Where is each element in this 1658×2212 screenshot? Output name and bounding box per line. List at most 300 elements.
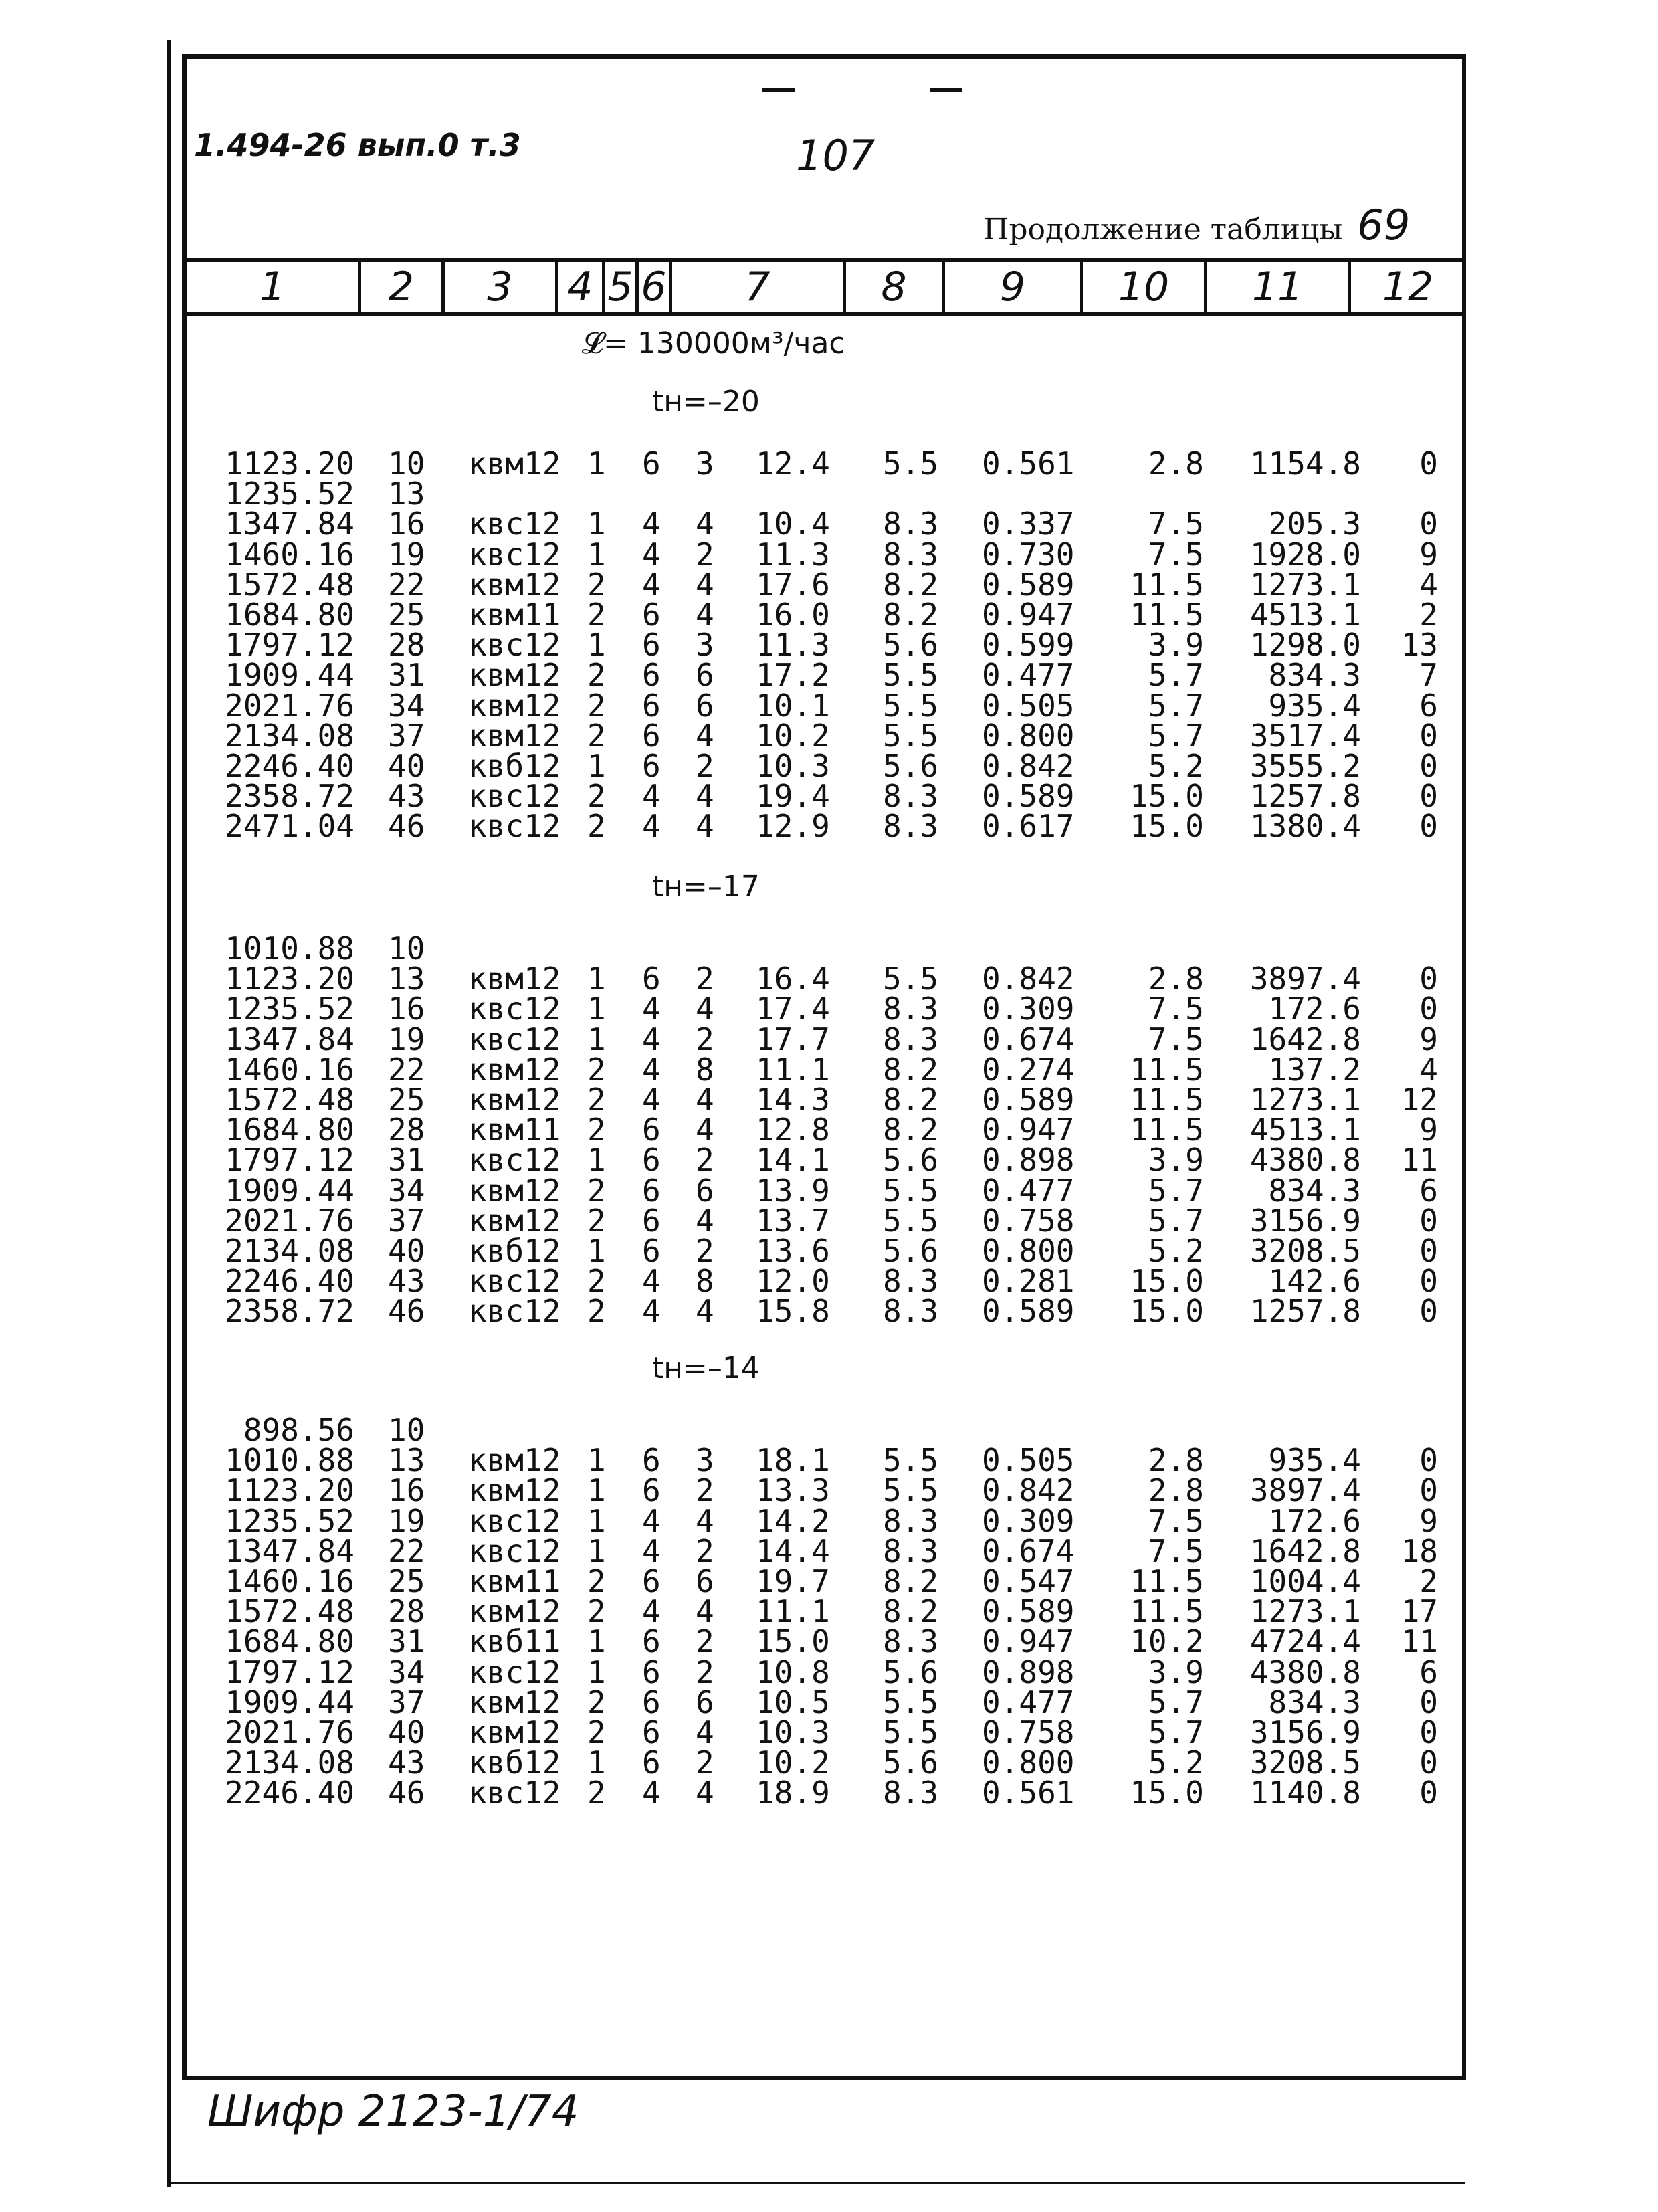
cell-col-7: 15.0 — [756, 1623, 830, 1660]
cell-col-11: 1257.8 — [1249, 1293, 1361, 1330]
cell-col-1: 1572.48 — [225, 1593, 354, 1630]
cell-col-5: 6 — [642, 1442, 661, 1479]
cell-col-5: 6 — [642, 1623, 661, 1660]
cell-col-8: 8.3 — [883, 1502, 939, 1539]
cell-col-1: 1684.80 — [225, 597, 354, 633]
cell-col-10: 3.9 — [1148, 627, 1204, 664]
cell-col-3: квм11 — [468, 1563, 561, 1599]
cell-col-1: 1460.16 — [225, 536, 354, 573]
cell-col-9: 0.758 — [982, 1714, 1075, 1750]
cell-col-2: 19 — [388, 536, 425, 573]
cell-col-2: 28 — [388, 1112, 425, 1148]
cell-col-3: квс12 — [468, 778, 561, 815]
cell-col-3: квс12 — [468, 627, 561, 664]
cell-col-10: 5.7 — [1148, 1172, 1204, 1209]
table-row — [0, 1502, 1658, 1539]
cell-col-8: 8.2 — [883, 566, 939, 603]
cell-col-7: 17.4 — [756, 991, 830, 1027]
cell-col-5: 6 — [642, 657, 661, 694]
cell-col-3: квб12 — [468, 1744, 561, 1781]
cell-col-10: 15.0 — [1130, 1775, 1204, 1811]
cell-col-10: 5.2 — [1148, 1744, 1204, 1781]
table-row — [0, 1775, 1658, 1811]
cell-col-8: 5.5 — [883, 445, 939, 482]
cell-col-6: 6 — [696, 657, 714, 694]
cell-col-3: квм12 — [468, 961, 561, 997]
cell-col-1: 2358.72 — [225, 778, 354, 815]
cell-col-6: 4 — [696, 1502, 714, 1539]
cell-col-2: 37 — [388, 1684, 425, 1720]
table-row — [0, 657, 1658, 694]
cell-col-10: 2.8 — [1148, 445, 1204, 482]
table-row — [0, 627, 1658, 664]
table-row — [0, 1684, 1658, 1720]
cell-col-10: 2.8 — [1148, 1442, 1204, 1479]
cell-col-4: 2 — [587, 1775, 606, 1811]
cell-col-9: 0.337 — [982, 506, 1075, 542]
cell-col-11: 3208.5 — [1249, 1233, 1361, 1269]
cell-col-2: 25 — [388, 1563, 425, 1599]
cell-col-4: 2 — [587, 657, 606, 694]
cell-col-5: 4 — [642, 778, 661, 815]
cell-col-4: 2 — [587, 597, 606, 633]
cell-col-4: 1 — [587, 748, 606, 784]
cell-col-6: 4 — [696, 778, 714, 815]
cell-col-6: 8 — [696, 1263, 714, 1300]
cell-col-3: квб12 — [468, 748, 561, 784]
cell-col-2: 40 — [388, 1714, 425, 1750]
cell-col-4: 2 — [587, 1112, 606, 1148]
cell-col-11: 4380.8 — [1249, 1653, 1361, 1690]
cell-col-9: 0.589 — [982, 778, 1075, 815]
cell-col-1: 1909.44 — [225, 1172, 354, 1209]
cell-col-2: 10 — [388, 445, 425, 482]
cell-col-10: 7.5 — [1148, 536, 1204, 573]
cell-col-11: 172.6 — [1268, 1502, 1361, 1539]
cell-col-4: 1 — [587, 1653, 606, 1690]
cell-col-6: 4 — [696, 1293, 714, 1330]
table-row — [0, 506, 1658, 542]
cell-col-1: 1235.52 — [225, 991, 354, 1027]
cell-col-11: 3156.9 — [1249, 1714, 1361, 1750]
cell-col-3: квм12 — [468, 1082, 561, 1118]
cell-col-8: 5.5 — [883, 657, 939, 694]
cell-col-12: 6 — [1419, 1653, 1438, 1690]
cell-col-3: квм12 — [468, 1684, 561, 1720]
cell-col-11: 1273.1 — [1249, 1082, 1361, 1118]
cell-col-2: 43 — [388, 1263, 425, 1300]
cell-col-7: 10.4 — [756, 506, 830, 542]
cell-col-7: 11.3 — [756, 536, 830, 573]
cell-col-8: 5.5 — [883, 1172, 939, 1209]
cell-col-12: 4 — [1419, 566, 1438, 603]
cell-col-1: 2246.40 — [225, 748, 354, 784]
cell-col-11: 3156.9 — [1249, 1202, 1361, 1239]
cell-col-8: 5.6 — [883, 1653, 939, 1690]
cell-col-7: 11.1 — [756, 1593, 830, 1630]
table-number: 69 — [1357, 201, 1411, 249]
column-header-9: 9 — [945, 262, 1083, 312]
cell-col-7: 14.2 — [756, 1502, 830, 1539]
table-row — [0, 1744, 1658, 1781]
top-dash-left — [762, 88, 795, 92]
cell-col-4: 1 — [587, 1744, 606, 1781]
cell-col-1: 1347.84 — [225, 506, 354, 542]
cell-col-8: 8.3 — [883, 536, 939, 573]
cell-col-8: 5.5 — [883, 1684, 939, 1720]
cell-col-6: 4 — [696, 1714, 714, 1750]
cell-col-7: 12.8 — [756, 1112, 830, 1148]
column-header-4: 4 — [558, 262, 605, 312]
cell-col-9: 0.477 — [982, 1684, 1075, 1720]
cell-col-7: 10.2 — [756, 717, 830, 754]
cell-col-3: квм12 — [468, 445, 561, 482]
cell-col-1: 1797.12 — [225, 627, 354, 664]
cell-col-6: 4 — [696, 597, 714, 633]
cell-col-9: 0.281 — [982, 1263, 1075, 1300]
cell-col-2: 40 — [388, 748, 425, 784]
cell-col-5: 6 — [642, 627, 661, 664]
cell-col-9: 0.800 — [982, 1233, 1075, 1269]
cell-col-8: 5.5 — [883, 687, 939, 724]
cell-col-4: 1 — [587, 1442, 606, 1479]
table-row — [0, 1172, 1658, 1209]
cell-col-2: 13 — [388, 1442, 425, 1479]
cell-col-2: 46 — [388, 808, 425, 845]
cell-col-12: 17 — [1401, 1593, 1438, 1630]
cell-col-6: 3 — [696, 1442, 714, 1479]
cell-col-6: 6 — [696, 1172, 714, 1209]
cell-col-5: 4 — [642, 808, 661, 845]
flow-rate-formula: 𝓛= 130000м³/час — [582, 326, 845, 361]
cell-col-7: 13.3 — [756, 1472, 830, 1509]
continuation-caption — [983, 201, 1410, 249]
cell-col-3: квм12 — [468, 1472, 561, 1509]
table-row — [0, 1714, 1658, 1750]
table-row — [0, 1082, 1658, 1118]
cell-col-5: 4 — [642, 506, 661, 542]
cell-col-1: 1797.12 — [225, 1653, 354, 1690]
cell-col-7: 12.9 — [756, 808, 830, 845]
table-row — [0, 808, 1658, 845]
cell-col-8: 8.3 — [883, 1623, 939, 1660]
cell-col-2: 37 — [388, 1202, 425, 1239]
cell-col-11: 834.3 — [1268, 657, 1361, 694]
cell-col-5: 6 — [642, 1563, 661, 1599]
cell-col-10: 7.5 — [1148, 1021, 1204, 1058]
cell-col-1: 2021.76 — [225, 1202, 354, 1239]
cell-col-1: 1797.12 — [225, 1142, 354, 1179]
cell-col-11: 834.3 — [1268, 1172, 1361, 1209]
table-header — [187, 258, 1465, 316]
cell-col-9: 0.842 — [982, 961, 1075, 997]
cell-col-2: 46 — [388, 1293, 425, 1330]
cell-col-4: 2 — [587, 1263, 606, 1300]
cell-col-8: 5.5 — [883, 1202, 939, 1239]
cell-col-4: 1 — [587, 1142, 606, 1179]
table-row — [0, 1442, 1658, 1479]
cell-col-4: 2 — [587, 1172, 606, 1209]
cell-col-12: 0 — [1419, 1263, 1438, 1300]
cell-col-11: 1642.8 — [1249, 1021, 1361, 1058]
cell-col-3: квс12 — [468, 1532, 561, 1569]
cell-col-1: 1572.48 — [225, 566, 354, 603]
cell-col-7: 17.2 — [756, 657, 830, 694]
cell-col-5: 4 — [642, 1502, 661, 1539]
column-header-3: 3 — [445, 262, 558, 312]
cell-col-3: квм12 — [468, 1172, 561, 1209]
cell-col-4: 2 — [587, 778, 606, 815]
table-row — [0, 991, 1658, 1027]
cell-col-4: 1 — [587, 1233, 606, 1269]
cell-col-11: 935.4 — [1268, 1442, 1361, 1479]
cell-col-12: 6 — [1419, 1172, 1438, 1209]
cell-col-9: 0.730 — [982, 536, 1075, 573]
cell-col-9: 0.547 — [982, 1563, 1075, 1599]
cell-col-11: 3897.4 — [1249, 961, 1361, 997]
cell-col-8: 8.3 — [883, 506, 939, 542]
cell-col-4: 1 — [587, 1021, 606, 1058]
cell-col-7: 13.7 — [756, 1202, 830, 1239]
cell-col-9: 0.800 — [982, 717, 1075, 754]
cell-col-4: 1 — [587, 991, 606, 1027]
cell-col-4: 2 — [587, 566, 606, 603]
cell-col-8: 5.6 — [883, 1744, 939, 1781]
cell-col-4: 2 — [587, 1082, 606, 1118]
cell-col-1: 1909.44 — [225, 1684, 354, 1720]
cell-col-9: 0.589 — [982, 1293, 1075, 1330]
section-title: tн=–20 — [652, 385, 760, 419]
cell-col-1: 1123.20 — [225, 961, 354, 997]
cell-col-1: 1684.80 — [225, 1112, 354, 1148]
cell-col-5: 4 — [642, 1532, 661, 1569]
cell-col-2: 46 — [388, 1775, 425, 1811]
cell-col-9: 0.947 — [982, 597, 1075, 633]
cell-col-3: квс12 — [468, 1653, 561, 1690]
table-row — [0, 445, 1658, 482]
cell-col-1: 2021.76 — [225, 1714, 354, 1750]
cell-col-3: квм11 — [468, 597, 561, 633]
cell-col-6: 2 — [696, 1623, 714, 1660]
cell-col-5: 4 — [642, 1021, 661, 1058]
cell-col-11: 1273.1 — [1249, 566, 1361, 603]
cell-col-10: 10.2 — [1130, 1623, 1204, 1660]
cell-col-8: 5.5 — [883, 1714, 939, 1750]
cell-col-2: 43 — [388, 1744, 425, 1781]
cell-col-7: 14.4 — [756, 1532, 830, 1569]
cell-col-1: 2246.40 — [225, 1775, 354, 1811]
cell-col-8: 5.6 — [883, 627, 939, 664]
cell-col-1: 1235.52 — [225, 476, 354, 512]
cell-col-2: 43 — [388, 778, 425, 815]
cell-col-2: 22 — [388, 1532, 425, 1569]
table-row — [0, 1112, 1658, 1148]
cell-col-8: 8.3 — [883, 1775, 939, 1811]
cell-col-12: 0 — [1419, 506, 1438, 542]
cell-col-2: 16 — [388, 991, 425, 1027]
cell-col-3: квм12 — [468, 657, 561, 694]
cell-col-11: 1642.8 — [1249, 1532, 1361, 1569]
cell-col-4: 1 — [587, 1502, 606, 1539]
cell-col-2: 28 — [388, 627, 425, 664]
cell-col-7: 14.1 — [756, 1142, 830, 1179]
cell-col-5: 6 — [642, 717, 661, 754]
cell-col-3: квм12 — [468, 1593, 561, 1630]
cell-col-4: 2 — [587, 687, 606, 724]
cell-col-12: 18 — [1401, 1532, 1438, 1569]
cell-col-12: 2 — [1419, 597, 1438, 633]
cell-col-9: 0.477 — [982, 657, 1075, 694]
table-row — [0, 1051, 1658, 1088]
cell-col-7: 16.4 — [756, 961, 830, 997]
cell-col-9: 0.800 — [982, 1744, 1075, 1781]
cell-col-11: 1298.0 — [1249, 627, 1361, 664]
table-row — [0, 1412, 1658, 1448]
column-header-2: 2 — [361, 262, 445, 312]
cell-col-6: 2 — [696, 1021, 714, 1058]
cell-col-6: 4 — [696, 991, 714, 1027]
cell-col-3: квм12 — [468, 1442, 561, 1479]
cell-col-12: 0 — [1419, 717, 1438, 754]
cell-col-6: 2 — [696, 1532, 714, 1569]
table-row — [0, 717, 1658, 754]
cell-col-10: 2.8 — [1148, 1472, 1204, 1509]
cell-col-1: 1010.88 — [225, 930, 354, 967]
cell-col-10: 15.0 — [1130, 1293, 1204, 1330]
cell-col-11: 1928.0 — [1249, 536, 1361, 573]
table-row — [0, 748, 1658, 784]
cell-col-11: 137.2 — [1268, 1051, 1361, 1088]
cell-col-4: 2 — [587, 1714, 606, 1750]
cell-col-6: 4 — [696, 1775, 714, 1811]
cell-col-1: 2134.08 — [225, 1744, 354, 1781]
cell-col-11: 1380.4 — [1249, 808, 1361, 845]
column-header-12: 12 — [1382, 264, 1434, 310]
cell-col-10: 5.7 — [1148, 717, 1204, 754]
cell-col-6: 4 — [696, 1082, 714, 1118]
cell-col-5: 6 — [642, 687, 661, 724]
cell-col-5: 6 — [642, 748, 661, 784]
cell-col-5: 6 — [642, 1142, 661, 1179]
table-row — [0, 597, 1658, 633]
cell-col-10: 7.5 — [1148, 1532, 1204, 1569]
cell-col-6: 2 — [696, 748, 714, 784]
cell-col-9: 0.617 — [982, 808, 1075, 845]
cell-col-10: 7.5 — [1148, 991, 1204, 1027]
cell-col-12: 0 — [1419, 1442, 1438, 1479]
cell-col-7: 11.3 — [756, 627, 830, 664]
cell-col-5: 4 — [642, 1263, 661, 1300]
cell-col-6: 4 — [696, 717, 714, 754]
cell-col-5: 6 — [642, 1744, 661, 1781]
cell-col-10: 15.0 — [1130, 1263, 1204, 1300]
cell-col-1: 1123.20 — [225, 445, 354, 482]
cell-col-1: 1684.80 — [225, 1623, 354, 1660]
table-row — [0, 1563, 1658, 1599]
cell-col-11: 1140.8 — [1249, 1775, 1361, 1811]
cell-col-1: 1909.44 — [225, 657, 354, 694]
column-header-7: 7 — [672, 262, 846, 312]
cell-col-4: 1 — [587, 506, 606, 542]
cell-col-5: 6 — [642, 1684, 661, 1720]
cell-col-10: 11.5 — [1130, 1082, 1204, 1118]
cell-col-9: 0.898 — [982, 1653, 1075, 1690]
cell-col-9: 0.758 — [982, 1202, 1075, 1239]
cell-col-7: 10.2 — [756, 1744, 830, 1781]
cell-col-9: 0.842 — [982, 748, 1075, 784]
cell-col-2: 31 — [388, 1623, 425, 1660]
cell-col-11: 4724.4 — [1249, 1623, 1361, 1660]
cell-col-3: квм12 — [468, 1714, 561, 1750]
cell-col-10: 5.7 — [1148, 1684, 1204, 1720]
cell-col-1: 2358.72 — [225, 1293, 354, 1330]
cell-col-10: 11.5 — [1130, 1051, 1204, 1088]
cell-col-12: 0 — [1419, 1202, 1438, 1239]
cell-col-6: 6 — [696, 687, 714, 724]
cell-col-3: квс12 — [468, 1502, 561, 1539]
cell-col-6: 4 — [696, 506, 714, 542]
cell-col-8: 8.3 — [883, 1021, 939, 1058]
cell-col-3: квм12 — [468, 717, 561, 754]
cell-col-3: квс12 — [468, 1142, 561, 1179]
cell-col-12: 9 — [1419, 1021, 1438, 1058]
cell-col-1: 1460.16 — [225, 1563, 354, 1599]
cell-col-1: 1460.16 — [225, 1051, 354, 1088]
cell-col-2: 34 — [388, 1172, 425, 1209]
cell-col-2: 10 — [388, 1412, 425, 1448]
cell-col-11: 834.3 — [1268, 1684, 1361, 1720]
cell-col-12: 0 — [1419, 445, 1438, 482]
cell-col-11: 4513.1 — [1249, 1112, 1361, 1148]
cell-col-7: 13.6 — [756, 1233, 830, 1269]
cell-col-6: 2 — [696, 1142, 714, 1179]
cell-col-10: 2.8 — [1148, 961, 1204, 997]
cell-col-5: 4 — [642, 1082, 661, 1118]
cell-col-4: 1 — [587, 536, 606, 573]
cell-col-2: 40 — [388, 1233, 425, 1269]
cell-col-6: 4 — [696, 1593, 714, 1630]
cell-col-3: квс12 — [468, 1263, 561, 1300]
cell-col-11: 205.3 — [1268, 506, 1361, 542]
cell-col-5: 6 — [642, 1714, 661, 1750]
table-row — [0, 566, 1658, 603]
column-header-10: 10 — [1083, 262, 1207, 312]
cell-col-2: 19 — [388, 1021, 425, 1058]
cell-col-8: 8.2 — [883, 1593, 939, 1630]
document-code: 1.494-26 вып.0 т.3 — [194, 127, 521, 163]
cell-col-6: 6 — [696, 1684, 714, 1720]
cell-col-9: 0.599 — [982, 627, 1075, 664]
cell-col-10: 5.2 — [1148, 1233, 1204, 1269]
cell-col-6: 4 — [696, 1112, 714, 1148]
cell-col-10: 11.5 — [1130, 1112, 1204, 1148]
cell-col-3: квм12 — [468, 566, 561, 603]
cell-col-4: 1 — [587, 627, 606, 664]
cell-col-7: 15.8 — [756, 1293, 830, 1330]
cell-col-5: 6 — [642, 1653, 661, 1690]
cell-col-12: 0 — [1419, 1775, 1438, 1811]
cell-col-12: 0 — [1419, 1293, 1438, 1330]
cell-col-5: 4 — [642, 566, 661, 603]
column-header-8: 8 — [846, 262, 945, 312]
table-row — [0, 687, 1658, 724]
cell-col-5: 4 — [642, 1775, 661, 1811]
cell-col-7: 14.3 — [756, 1082, 830, 1118]
cell-col-11: 1004.4 — [1249, 1563, 1361, 1599]
outer-bottom-border — [167, 2182, 1465, 2184]
cell-col-1: 1123.20 — [225, 1472, 354, 1509]
cell-col-10: 7.5 — [1148, 506, 1204, 542]
